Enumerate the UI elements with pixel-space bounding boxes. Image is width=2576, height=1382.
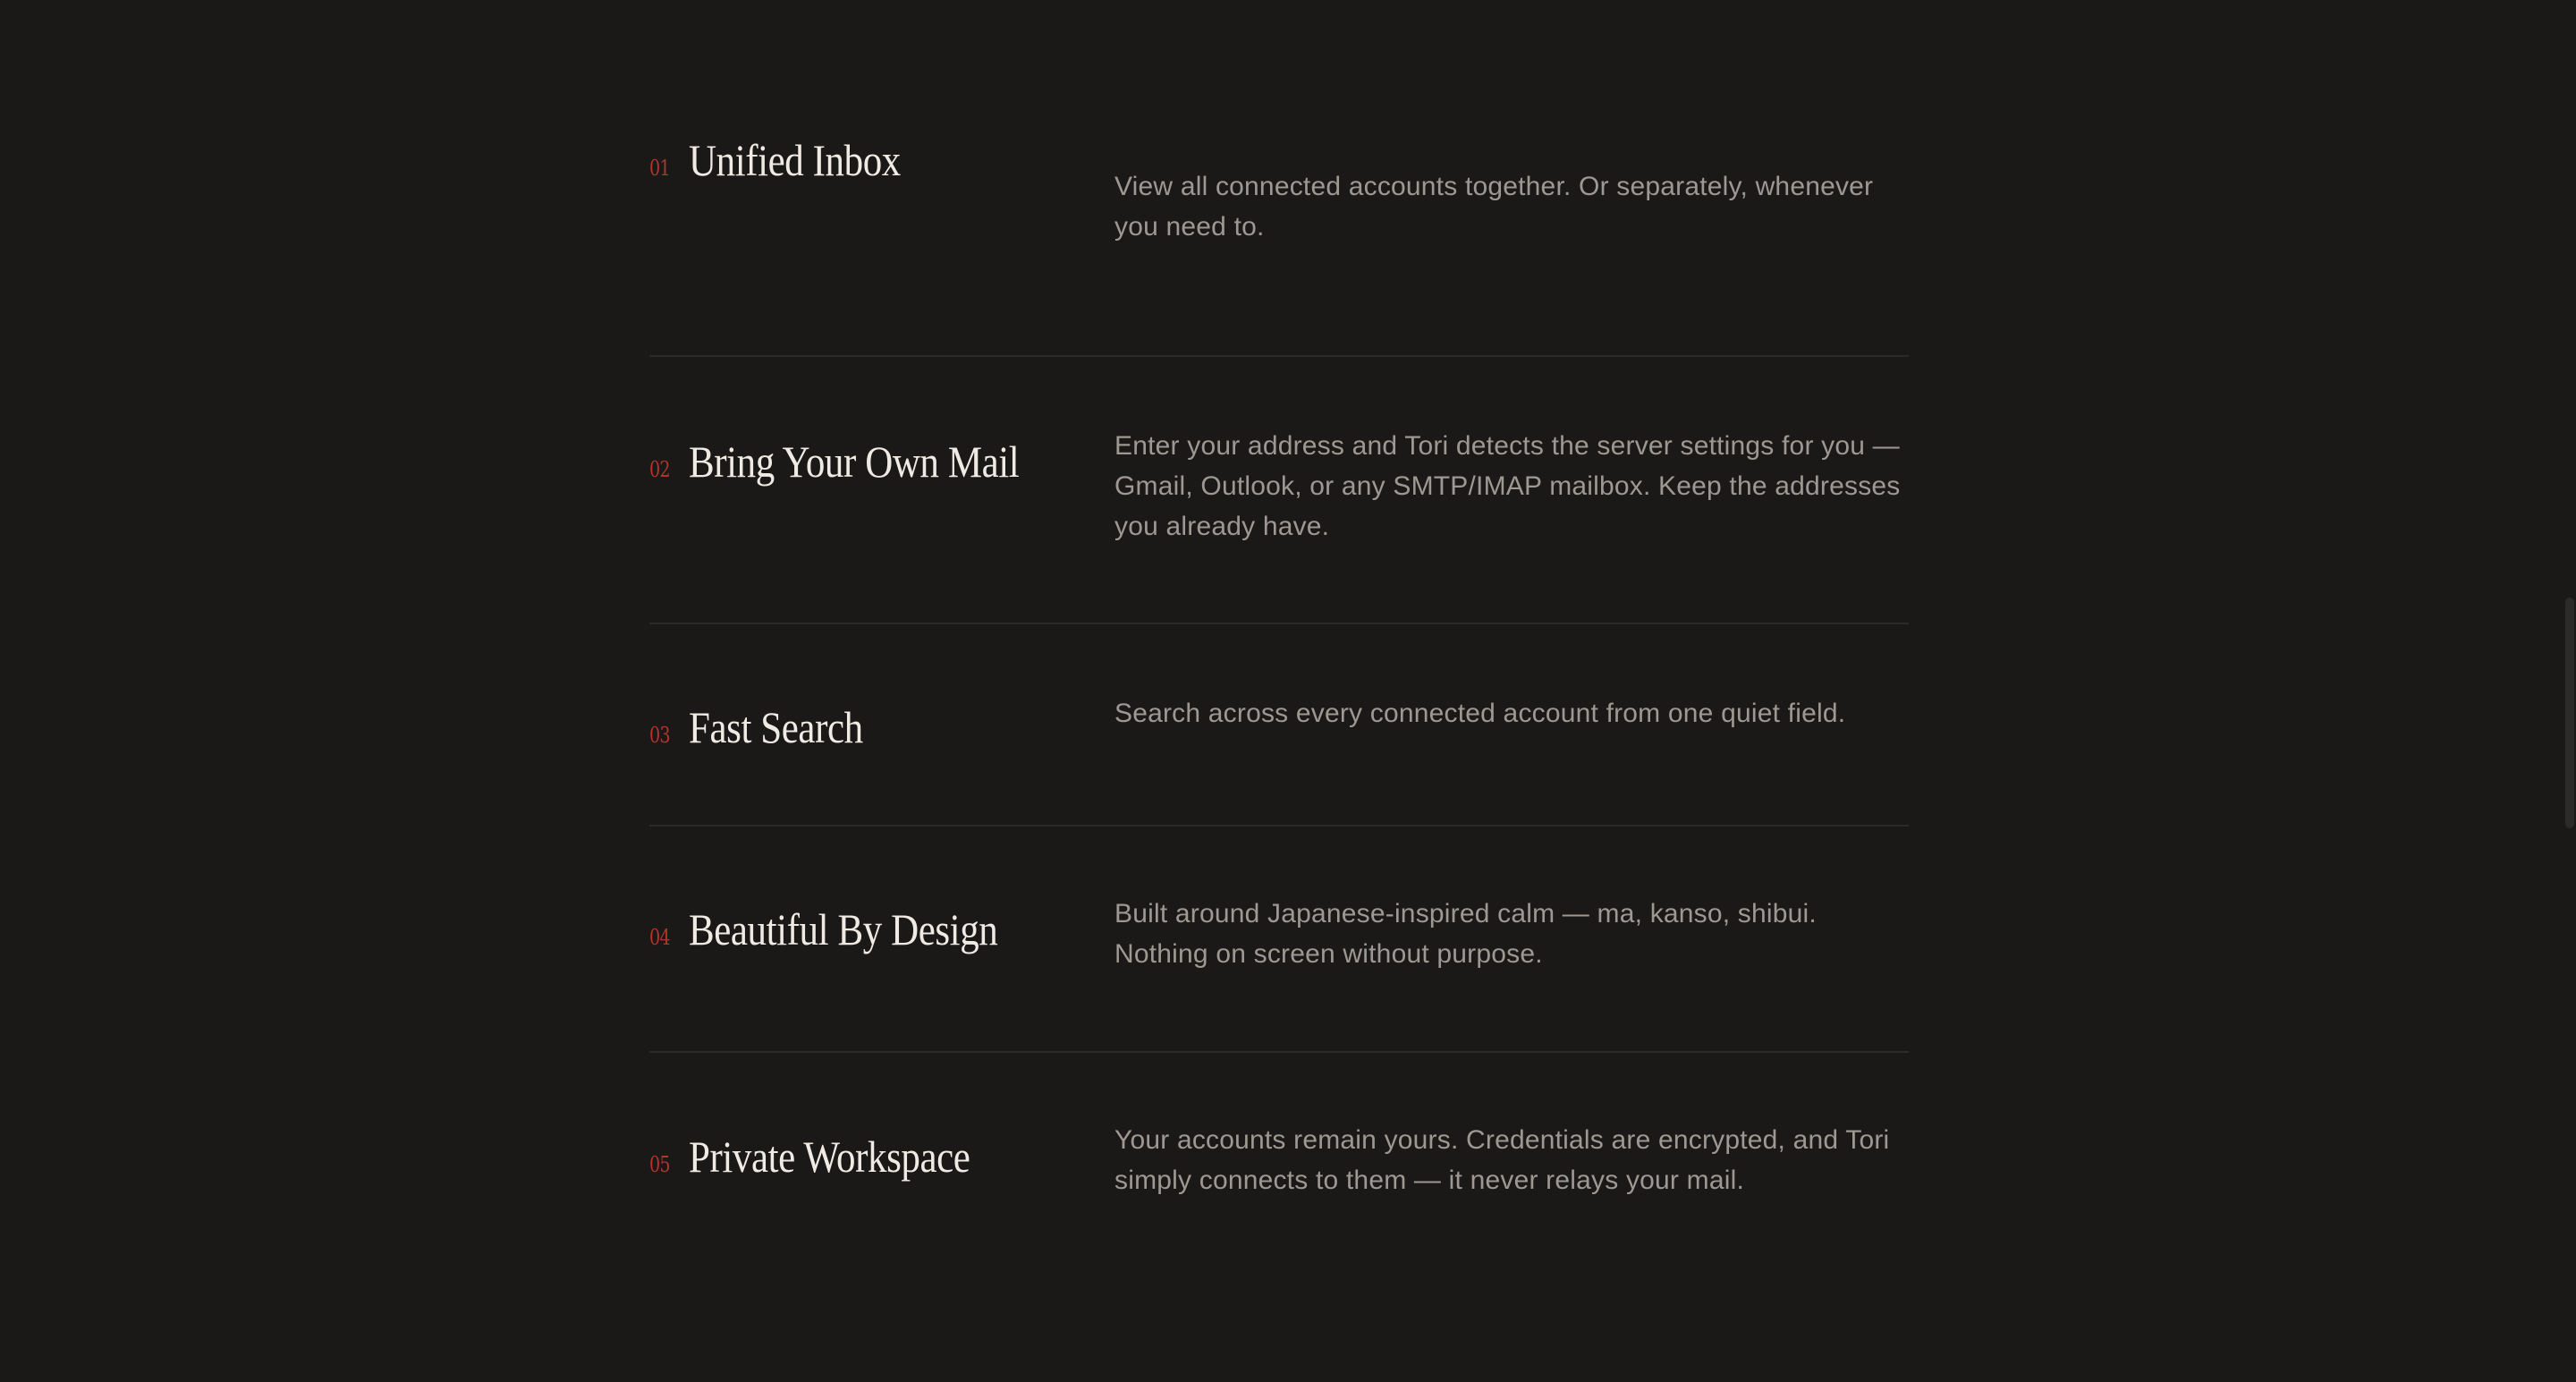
feature-title: Unified Inbox xyxy=(689,135,901,185)
feature-title: Beautiful By Design xyxy=(689,904,998,954)
feature-number: 01 xyxy=(649,156,670,181)
feature-row-fast-search xyxy=(649,624,1909,827)
feature-row-beautiful-by-design xyxy=(649,827,1909,1053)
feature-title: Fast Search xyxy=(689,702,863,752)
feature-number: 03 xyxy=(649,723,670,748)
feature-number: 04 xyxy=(649,925,670,950)
feature-row-unified-inbox xyxy=(649,131,1909,357)
feature-list xyxy=(649,131,1909,1276)
feature-heading xyxy=(649,698,1114,753)
feature-row-private-workspace xyxy=(649,1053,1909,1276)
feature-number: 02 xyxy=(649,457,670,482)
feature-description: Built around Japanese-inspired calm — ma, kanso, shibui. Nothing on screen without purpose. xyxy=(1114,899,1817,969)
scrollbar-thumb[interactable] xyxy=(2565,598,2574,828)
feature-title: Bring Your Own Mail xyxy=(689,437,1020,487)
scrollbar[interactable] xyxy=(2563,0,2576,1382)
feature-row-bring-your-own-mail xyxy=(649,357,1909,624)
feature-description: Enter your address and Tori detects the server settings for you — Gmail, Outlook, or any SMTP/IMAP mailbox. Keep the addresses you already have. xyxy=(1114,431,1901,541)
feature-number: 05 xyxy=(649,1152,670,1177)
feature-description: Your accounts remain yours. Credentials are encrypted, and Tori simply connects to them — it never relays your mail. xyxy=(1114,1125,1890,1195)
feature-heading xyxy=(649,900,1114,955)
feature-heading xyxy=(649,432,1114,488)
feature-description: View all connected accounts together. Or separately, whenever you need to. xyxy=(1114,172,1874,242)
feature-heading xyxy=(649,131,1114,186)
feature-title: Private Workspace xyxy=(689,1132,970,1182)
feature-description: Search across every connected account from one quiet field. xyxy=(1114,699,1846,728)
feature-heading xyxy=(649,1127,1114,1183)
